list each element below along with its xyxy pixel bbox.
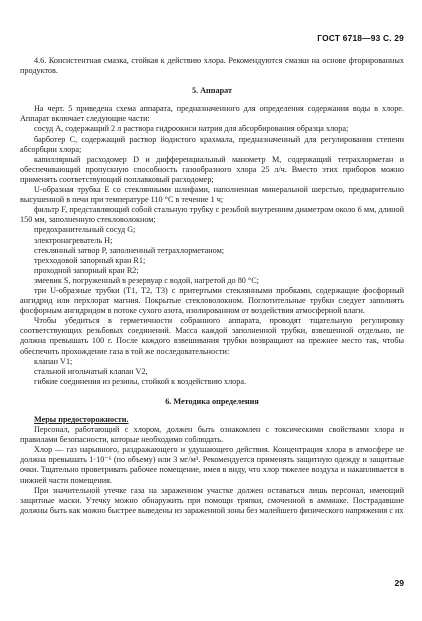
item-seal-p: стеклянный затвор P, заполненный тетрахлорметаном; [34,245,225,255]
item-flexible-hoses: гибкие соединения из резины, стойкой к воздействию хлора. [34,376,247,386]
section-heading-method: 6. Методика определения [165,396,259,406]
paragraph-gas-leak: При значительной утечке газа на зараженном участке должен оставаться лишь персонал, имеющий защитные маски. Утечку можно обнаружить при помощи тряпки, смоченной в аммиаке. Пострадавшие должны быть как можно быстрее выведены из зараженной зоны без малейшего физического напряжения с их [20,485,404,515]
paragraph-intro: На черт. 5 приведена схема аппарата, предназначенного для определения содержания воды в хлоре. Аппарат включает следующие части: [20,104,404,124]
page-body [20,56,404,516]
paragraph-4-6: 4.6. Консистентная смазка, стойкая к действию хлора. Рекомендуются смазки на основе фторированных продуктов. [20,56,404,76]
item-heater-h: электронагреватель H; [34,235,113,245]
paragraph-personnel: Персонал, работающий с хлором, должен быть ознакомлен с токсическими свойствами хлора и правилами безопасности, которые необходимо соблюдать. [20,425,404,445]
paragraph-chlorine-hazard: Хлор — газ нарывного, раздражающего и удушающего действия. Концентрация хлора в атмосфере не должна превышать 1·10⁻⁶ (по объему) или 3 мг/м³. Рекомендуется применять защитную одежду и защитные очки. Тщательно проветривать рабочее помещение, имея в виду, что хлор тяжелее воздуха и накапливается в нижней части помещения. [20,445,404,485]
item-valve-r2: проходной запорный кран R2; [34,265,139,275]
item-u-tube-e: U-образная трубка E со стеклянными шлифами, наполненная минеральной шерстью, предварительно высушенной в печи при температуре 110 °С в течение 1 ч; [20,185,404,205]
item-needle-valve-v2: стальной игольчатый клапан V2, [34,366,148,376]
running-header: ГОСТ 6718—93 С. 29 [317,33,404,43]
item-bubbler-c: барботер C, содержащий раствор йодистого крахмала, предназначенный для регулирования степени абсорбции хлора; [20,134,404,154]
section-heading-apparatus: 5. Аппарат [191,86,233,96]
item-vessel-a: сосуд A, содержащий 2 л раствора гидроокиси натрия для абсорбирования образца хлора; [34,124,349,134]
item-valve-r1: трехходовой запорный кран R1; [34,255,146,265]
item-valve-v1: клапан V1; [34,356,73,366]
item-coil-s: змеевик S, погруженный в резервуар с водой, нагретой до 80 °С; [34,275,259,285]
item-filter-f: фильтр F, представляющий собой стальную трубку с резьбой внутренним диаметром около 6 мм, длиной 150 мм, заполненную стекловолокном; [20,205,404,225]
item-vessel-g: предохранительный сосуд G; [34,225,136,235]
paragraph-tightness-check: Чтобы убедиться в герметичности собранного аппарата, проводят тщательную регулировку соответствующих резьбовых соединений. Масса каждой заполненной трубки, взвешенной отдельно, не должна превышать 100 г. После каждого взвешивания трубки возвращают на прежнее место так, чтобы обеспечить прохождение газа в той же последовательности: [20,316,404,356]
page-number: 29 [394,578,404,588]
item-u-tubes-t: три U-образные трубки (T1, T2, T3) с притертыми стеклянными пробками, содержащие фосфорный ангидрид или перхлорат магния. Покрытые стекловолокном. Поглотительные трубки следует заполнять фосфорным ангидридом в потоке сухого азота, изолированном от воздействия атмосферной влаги. [20,285,404,316]
subheading-precautions: Меры предосторожности. [34,415,129,424]
item-flowmeter-d: капиллярный расходомер D и дифференциальный манометр M, содержащий тетрахлорметан и обеспечивающий пропускную способность газообразного хлора 25 л/ч. Вместо этих приборов можно применять соответствующий поплавковый расходомер; [20,154,404,184]
